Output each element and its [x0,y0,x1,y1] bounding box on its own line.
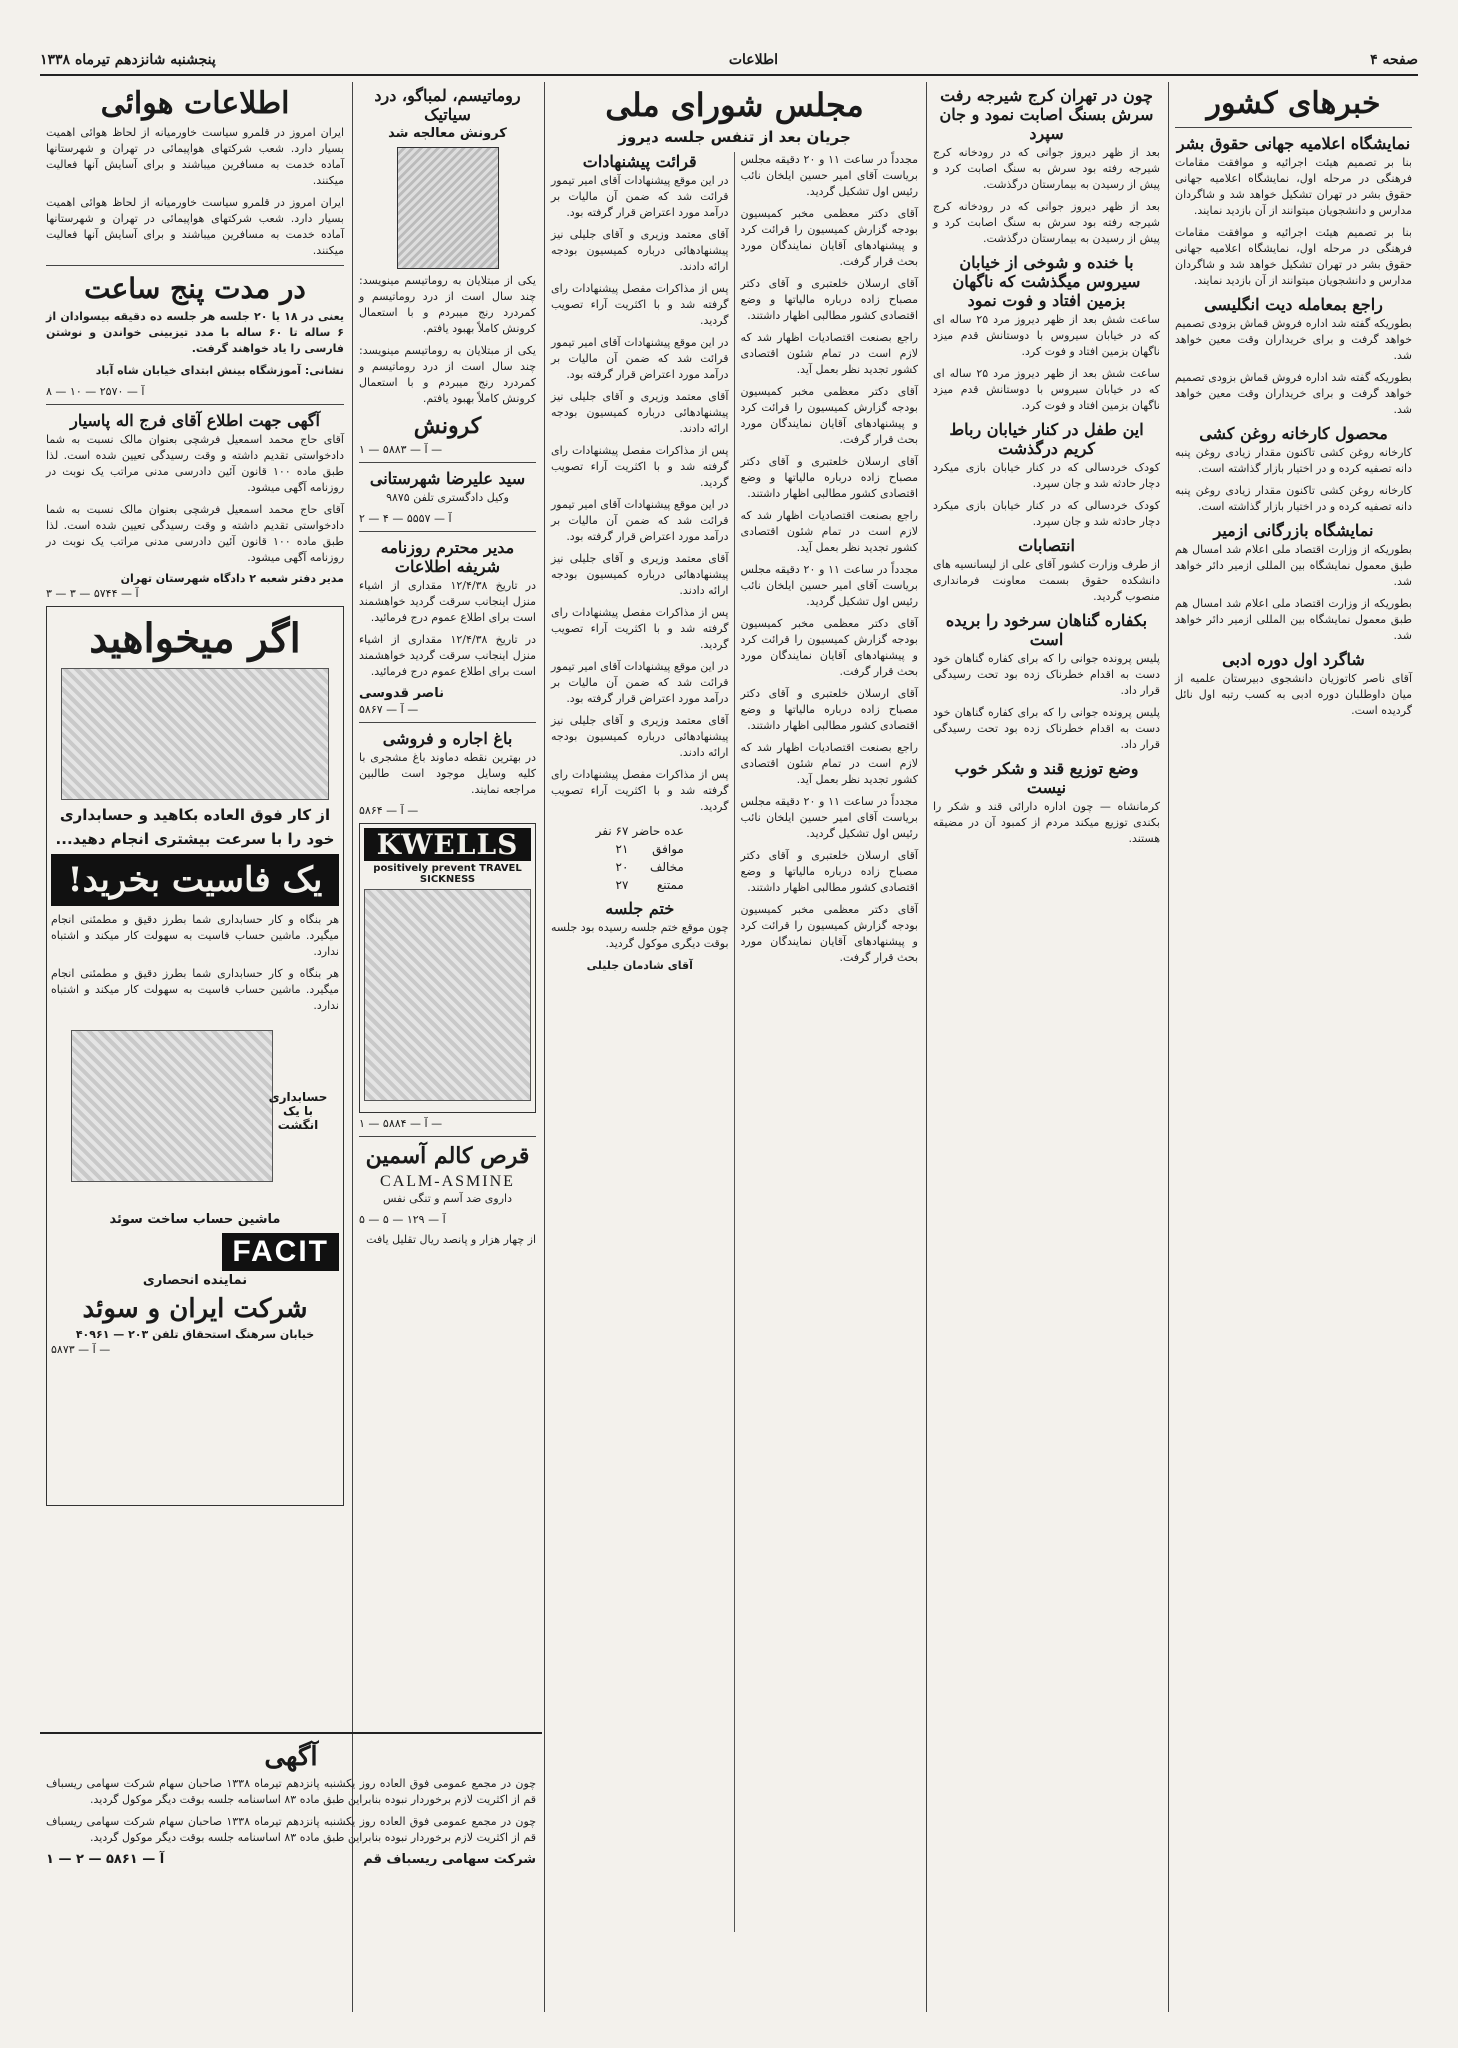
facit-company: شرکت ایران و سوئد [82,1294,308,1324]
five-hours-title: در مدت پنج ساعت [84,272,306,305]
majlis-paragraph: در این موقع پیشنهادات آقای امیر تیمور قرائت شد که ضمن آن مالیات بر درآمد مورد اعتراض قرار گرفته بود. [551,336,729,381]
vote-value: ۶۷ نفر [595,824,629,838]
vote-label: موافق [652,842,684,856]
ad-ref: آ — ۵۸۶۷ — [359,703,419,716]
news-body: بطوریکه از وزارت اقتصاد ملی اعلام شد امسال هم طبق معمول نمایشگاه بین المللی ازمیر دائر خواهد شد. [1175,597,1412,642]
news-heading: راجع بمعامله دیت انگلیسی [1204,295,1383,314]
majlis-paragraph: راجع بصنعت اقتصادیات اظهار شد که لازم است در تمام شئون اقتصادی کشور تجدید نظر بعمل آید. [740,741,918,786]
calm-asmine-title: قرص کالم آسمین [365,1143,530,1169]
city-heading: چون در تهران کرج شیرجه رفت سرش بسنگ اصابت نمود و جان سپرد [939,86,1154,143]
majlis-paragraph: مجدداً در ساعت ۱۱ و ۲۰ دقیقه مجلس بریاست آقای امیر حسین ایلخان نائب رئیس اول تشکیل گردید. [740,153,918,198]
ad-letter-title: مدیر محترم روزنامه شریفه اطلاعات [380,538,515,576]
news-heading: نمایشگاه بازرگانی ازمیر [1213,521,1374,540]
ad-ref: آ — ۵۸۶۱ — ۲ — ۱ [46,1852,165,1867]
facit-ad [46,606,344,1506]
ad-ref: آ — ۵۷۴۴ — ۳ — ۳ [46,587,139,600]
air-body: ایران امروز در قلمرو سیاست خاورمیانه از لحاظ هوائی اهمیت بسیار دارد. شعب شرکتهای هواپیمائی در تهران و شهرستانها آماده خدمت به مسافرین میباشند و برای آسایش آنها فعالیت میکنند. [46,196,344,257]
ad-letter-text: در تاریخ ۱۲/۴/۳۸ مقداری از اشیاء منزل اینجانب سرقت گردید خواهشمند است برای اطلاع عموم درج فرمائید. [359,579,537,624]
bottom-notice-body: چون در مجمع عمومی فوق العاده روز یکشنبه پانزدهم تیرماه ۱۳۳۸ صاحبان سهام شرکت سهامی ریسباف قم از اکثریت لازم برخوردار نبوده بنابراین طبق ماده ۸۳ اساسنامه جلسه بوقت دیگر موکول گردید. [46,1815,536,1844]
city-body: کودک خردسالی که در کنار خیابان بازی میکرد دچار حادثه شد و جان سپرد. [933,461,1160,490]
majlis-paragraph: پس از مذاکرات مفصل پیشنهادات رای گرفته شد و با اکثریت آراء تصویب گردید. [551,444,729,489]
facit-desk-illustration [61,668,329,800]
bottom-notice-sign: شرکت سهامی ریسباف قم [363,1852,536,1867]
news-body: کارخانه روغن کشی تاکنون مقدار زیادی روغن پنبه دانه تصفیه کرده و در اختیار بازار گذاشته است. [1175,446,1412,475]
majlis-paragraph: آقای دکتر معظمی مخبر کمیسیون بودجه گزارش کمیسیون را قرائت کرد و پیشنهادهای آقایان نمایندگان مورد بحث قرار گرفت. [740,903,918,964]
majlis-subtitle: جریان بعد از تنفس جلسه دیروز [618,128,851,146]
majlis-paragraph: راجع بصنعت اقتصادیات اظهار شد که لازم است در تمام شئون اقتصادی کشور تجدید نظر بعمل آید. [740,331,918,376]
column-majlis [544,82,924,2012]
majlis-paragraph: مجدداً در ساعت ۱۱ و ۲۰ دقیقه مجلس بریاست آقای امیر حسین ایلخان نائب رئیس اول تشکیل گردید. [740,795,918,840]
city-body: کودک خردسالی که در کنار خیابان بازی میکرد دچار حادثه شد و جان سپرد. [933,499,1160,528]
vote-label: ممتنع [656,878,684,892]
ad-garden-title: باغ اجاره و فروشی [382,729,513,748]
majlis-paragraph: پس از مذاکرات مفصل پیشنهادات رای گرفته شد و با اکثریت آراء تصویب گردید. [551,282,729,327]
facit-machine-label: ماشین حساب ساخت سوئد [109,1212,281,1227]
city-heading: وضع توزیع قند و شکر خوب نیست [954,759,1139,797]
city-heading: بکفاره گناهان سرخود را بریده است [945,611,1148,649]
facit-address: خیابان سرهنگ استحقاق تلفن ۲۰۳ — ۴۰۹۶۱ [75,1328,315,1341]
facit-tagline-1: از کار فوق العاده بکاهید و حسابداری [59,806,331,824]
city-body: بعد از ظهر دیروز جوانی که در رودخانه کرج شیرجه رفته بود سرش به سنگ اصابت کرد و پیش از رسیدن به بیمارستان درگذشت. [933,200,1160,245]
majlis-paragraph: پس از مذاکرات مفصل پیشنهادات رای گرفته شد و با اکثریت آراء تصویب گردید. [551,606,729,651]
column-city [926,82,1166,2012]
issue-date: پنجشنبه شانزدهم تیرماه ۱۳۳۸ [40,52,216,68]
notice-body: آقای حاج محمد اسمعیل فرشچی بعنوان مالک نسبت به شما دادخواستی تقدیم داشته و وقت رسیدگی تعیین شده است. لذا طبق ماده ۱۰۰ قانون آئین دادرسی مدنی مراتب یک نوبت در روزنامه آگهی میشود. [46,503,344,564]
vote-value: ۲۷ [615,878,629,892]
news-heading: شاگرد اول دوره ادبی [1222,650,1365,669]
paper-name: اطلاعات [728,52,778,68]
facit-agent: نماینده انحصاری [142,1273,248,1288]
majlis-paragraph: آقای ارسلان خلعتبری و آقای دکتر مصباح زاده درباره مالیاتها و وضع اقتصادی کشور مطالبی اظهار داشتند. [740,277,918,322]
five-hours-address: نشانی: آموزشگاه بینش ابتدای خیابان شاه آباد [95,364,344,377]
majlis-paragraph: راجع بصنعت اقتصادیات اظهار شد که لازم است در تمام شئون اقتصادی کشور تجدید نظر بعمل آید. [740,509,918,554]
news-heading: محصول کارخانه روغن کشی [1199,424,1388,443]
kwells-tagline: positively prevent TRAVEL SICKNESS [373,863,522,885]
kwells-illustration [364,889,531,1101]
ad-rheum-portrait [397,147,499,269]
city-body: ساعت شش بعد از ظهر دیروز مرد ۲۵ ساله ای که در خیابان سیروس با دوستانش قدم میزد ناگهان بزمین افتاد و فوت کرد. [933,367,1160,412]
city-heading: انتصابات [1018,536,1075,555]
majlis-paragraph: آقای معتمد وزیری و آقای جلیلی نیز پیشنهادهائی درباره کمیسیون بودجه ارائه دادند. [551,552,729,597]
facit-buy-title: یک فاسیت بخرید! [51,854,339,906]
notice-title: آگهی جهت اطلاع آقای فرج اله پاسیار [70,411,320,430]
city-body: پلیس پرونده جوانی را که برای کفاره گناهان خود دست به اقدام خطرناک زده بود تحت رسیدگی قرار داد. [933,706,1160,751]
news-title: خبرهای کشور [1206,86,1381,121]
ad-ref: آ — ۵۸۶۴ — [359,804,419,817]
closing-title: ختم جلسه [605,899,675,918]
news-body: بطوریکه از وزارت اقتصاد ملی اعلام شد امسال هم طبق معمول نمایشگاه بین المللی ازمیر دائر خواهد شد. [1175,543,1412,588]
ad-lawyer-text: وکیل دادگستری تلفن ۹۸۷۵ [386,491,509,504]
ad-ref: آ — ۱۲۹ — ۵ — ۵ [359,1213,446,1226]
ad-price-text: از چهار هزار و پانصد ریال تقلیل یافت [366,1233,536,1246]
majlis-paragraph: در این موقع پیشنهادات آقای امیر تیمور قرائت شد که ضمن آن مالیات بر درآمد مورد اعتراض قرار گرفته بود. [551,174,729,219]
city-heading: با خنده و شوخی از خیابان سیروس میگذشت که ناگهان بزمین افتاد و فوت نمود [952,253,1141,310]
five-hours-body: یعنی در ۱۸ یا ۲۰ جلسه هر جلسه ده دقیقه بیسوادان از ۶ ساله تا ۶۰ ساله با مدد تیزبینی خواندن و نوشتن فارسی را یاد خواهند گرفت. [46,310,345,355]
bottom-notice-body: چون در مجمع عمومی فوق العاده روز یکشنبه پانزدهم تیرماه ۱۳۳۸ صاحبان سهام شرکت سهامی ریسباف قم از اکثریت لازم برخوردار نبوده بنابراین طبق ماده ۸۳ اساسنامه جلسه بوقت دیگر موکول گردید. [46,1777,536,1806]
majlis-paragraph: آقای ارسلان خلعتبری و آقای دکتر مصباح زاده درباره مالیاتها و وضع اقتصادی کشور مطالبی اظهار داشتند. [740,849,918,894]
ad-garden-text: در بهترین نقطه دماوند باغ مشجری با کلیه وسایل موجود است طالبین مراجعه نمایند. [359,751,536,796]
page-number: صفحه ۴ [1370,52,1418,68]
calm-asmine-latin: CALM-ASMINE [380,1173,515,1190]
notice-sign: مدیر دفتر شعبه ۲ دادگاه شهرستان تهران [120,572,344,585]
facit-hand-caption: حسابداری با یک انگشت [268,1090,328,1132]
vote-table [593,821,687,895]
majlis-paragraph: آقای دکتر معظمی مخبر کمیسیون بودجه گزارش کمیسیون را قرائت کرد و پیشنهادهای آقایان نمایندگان مورد بحث قرار گرفت. [740,617,918,678]
city-body: پلیس پرونده جوانی را که برای کفاره گناهان خود دست به اقدام خطرناک زده بود تحت رسیدگی قرار داد. [933,652,1160,697]
ad-rheum-subtitle: کرونش معالجه شد [388,126,507,141]
majlis-paragraph: آقای معتمد وزیری و آقای جلیلی نیز پیشنهادهائی درباره کمیسیون بودجه ارائه دادند. [551,390,729,435]
facit-body: هر بنگاه و کار حسابداری شما بطرز دقیق و مطمئنی انجام میگیرد. ماشین حساب فاسیت به سهولت کار میکند و اشتباه ندارد. [51,967,339,1012]
news-body: کارخانه روغن کشی تاکنون مقدار زیادی روغن پنبه دانه تصفیه کرده و در اختیار بازار گذاشته است. [1175,484,1412,513]
ad-rheum-text: یکی از مبتلایان به روماتیسم مینویسد: چند سال است از درد روماتیسم و کمردرد رنج میبردم و با استعمال کرونش کاملاً بهبود یافتم. [359,274,536,335]
majlis-paragraph: آقای ارسلان خلعتبری و آقای دکتر مصباح زاده درباره مالیاتها و وضع اقتصادی کشور مطالبی اظهار داشتند. [740,687,918,732]
ad-lawyer-name: سید علیرضا شهرستانی [369,469,526,488]
bottom-notice-title: آگهی [264,1742,318,1772]
vote-value: ۲۰ [615,860,629,874]
majlis-subheading: قرائت پیشنهادات [582,152,697,171]
ad-rheum-text: یکی از مبتلایان به روماتیسم مینویسد: چند سال است از درد روماتیسم و کمردرد رنج میبردم و با استعمال کرونش کاملاً بهبود یافتم. [359,344,536,405]
calm-asmine-text: داروی ضد آسم و تنگی نفس [383,1192,512,1205]
majlis-paragraph: در این موقع پیشنهادات آقای امیر تیمور قرائت شد که ضمن آن مالیات بر درآمد مورد اعتراض قرار گرفته بود. [551,660,729,705]
majlis-paragraph: پس از مذاکرات مفصل پیشنهادات رای گرفته شد و با اکثریت آراء تصویب گردید. [551,768,729,813]
bottom-notice [40,1732,542,1982]
newspaper-page [40,52,1418,2012]
majlis-paragraph: مجدداً در ساعت ۱۱ و ۲۰ دقیقه مجلس بریاست آقای امیر حسین ایلخان نائب رئیس اول تشکیل گردید. [740,563,918,608]
ad-ref: آ — ۵۸۸۳ — ۱ — [359,443,443,456]
column-news [1168,82,1418,2012]
majlis-paragraph: آقای دکتر معظمی مخبر کمیسیون بودجه گزارش کمیسیون را قرائت کرد و پیشنهادهای آقایان نمایندگان مورد بحث قرار گرفت. [740,207,918,268]
city-body: از طرف وزارت کشور آقای علی از لیسانسیه های دانشکده حقوق بسمت معاونت فرمانداری منصوب گردید. [933,558,1160,603]
closing-text: چون موقع ختم جلسه رسیده بود جلسه بوقت دیگری موکول گردید. [551,921,729,950]
city-body: بعد از ظهر دیروز جوانی که در رودخانه کرج شیرجه رفته بود سرش به سنگ اصابت کرد و پیش از رسیدن به بیمارستان درگذشت. [933,146,1160,191]
ad-ref: آ — ۵۸۸۴ — ۱ — [359,1117,443,1130]
ad-rheum-brand: کرونش [413,413,482,439]
news-body: بطوریکه گفته شد اداره فروش قماش بزودی تصمیم خواهد گرفت و برای خریداران وقت معین خواهد شد. [1175,371,1412,416]
news-body: بنا بر تصمیم هیئت اجرائیه و موافقت مقامات فرهنگی در مرحله اول، نمایشگاه اعلامیه جهانی حقوق بشر در تهران تشکیل خواهد شد و شاگردان مدارس و دانشجویان میتوانند از آن بازدید نمایند. [1175,226,1412,287]
facit-tagline-2: خود را با سرعت بیشتری انجام دهید... [55,830,335,848]
news-body: بنا بر تصمیم هیئت اجرائیه و موافقت مقامات فرهنگی در مرحله اول، نمایشگاه اعلامیه جهانی حقوق بشر در تهران تشکیل خواهد شد و شاگردان مدارس و دانشجویان میتوانند از آن بازدید نمایند. [1175,156,1412,217]
ad-letter-text: در تاریخ ۱۲/۴/۳۸ مقداری از اشیاء منزل اینجانب سرقت گردید خواهشمند است برای اطلاع عموم درج فرمائید. [359,633,537,678]
majlis-title: مجلس شورای ملی [605,86,864,124]
majlis-paragraph: آقای ارسلان خلعتبری و آقای دکتر مصباح زاده درباره مالیاتها و وضع اقتصادی کشور مطالبی اظهار داشتند. [740,455,918,500]
column-left [40,82,350,1722]
news-heading: نمایشگاه اعلامیه جهانی حقوق بشر [1176,134,1411,153]
facit-want-title: اگر میخواهید [89,615,301,662]
ad-rheum-title: روماتیسم، لمباگو، درد سیاتیک [374,86,521,124]
ad-ref: آ — ۵۵۵۷ — ۴ — ۲ [359,512,452,525]
ad-ref: آ — ۵۸۷۳ — [51,1343,111,1356]
ad-kwells [359,823,536,1113]
notice-body: آقای حاج محمد اسمعیل فرشچی بعنوان مالک نسبت به شما دادخواستی تقدیم داشته و وقت رسیدگی تعیین شده است. لذا طبق ماده ۱۰۰ قانون آئین دادرسی مدنی مراتب یک نوبت در روزنامه آگهی میشود. [46,433,344,494]
air-title: اطلاعات هوائی [100,86,290,121]
news-body: بطوریکه گفته شد اداره فروش قماش بزودی تصمیم خواهد گرفت و برای خریداران وقت معین خواهد شد. [1175,317,1412,362]
news-body: آقای ناصر کاتوزیان دانشجوی دبیرستان علمیه از میان داوطلبان دوره ادبی به کسب رتبه اول نائل گردیده است. [1175,672,1412,717]
kwells-brand: KWELLS [364,828,531,861]
column-ads [352,82,542,2012]
vote-value: ۲۱ [615,842,629,856]
facit-body: هر بنگاه و کار حسابداری شما بطرز دقیق و مطمئنی انجام میگیرد. ماشین حساب فاسیت به سهولت کار میکند و اشتباه ندارد. [51,913,339,958]
air-body: ایران امروز در قلمرو سیاست خاورمیانه از لحاظ هوائی اهمیت بسیار دارد. شعب شرکتهای هواپیمائی در تهران و شهرستانها آماده خدمت به مسافرین میباشند و برای آسایش آنها فعالیت میکنند. [46,126,344,187]
ad-letter-sign: ناصر قدوسی [359,686,444,701]
ad-ref: آ — ۲۵۷۰ — ۱۰ — ۸ [46,385,145,398]
city-heading: این طفل در کنار خیابان رباط کریم درگذشت [949,420,1144,458]
vote-label: مخالف [649,860,684,874]
vote-label: عده حاضر [632,824,684,838]
majlis-paragraph: آقای معتمد وزیری و آقای جلیلی نیز پیشنهادهائی درباره کمیسیون بودجه ارائه دادند. [551,228,729,273]
facit-machine-illustration [71,1030,273,1182]
majlis-paragraph: آقای دکتر معظمی مخبر کمیسیون بودجه گزارش کمیسیون را قرائت کرد و پیشنهادهای آقایان نمایندگان مورد بحث قرار گرفت. [740,385,918,446]
majlis-paragraph: در این موقع پیشنهادات آقای امیر تیمور قرائت شد که ضمن آن مالیات بر درآمد مورد اعتراض قرار گرفته بود. [551,498,729,543]
city-body: ساعت شش بعد از ظهر دیروز مرد ۲۵ ساله ای که در خیابان سیروس با دوستانش قدم میزد ناگهان بزمین افتاد و فوت کرد. [933,313,1160,358]
facit-logo: FACIT [222,1233,339,1271]
majlis-paragraph: آقای معتمد وزیری و آقای جلیلی نیز پیشنهادهائی درباره کمیسیون بودجه ارائه دادند. [551,714,729,759]
city-body: کرمانشاه — چون اداره دارائی قند و شکر را بکندی توزیع میکند مردم از کمبود آن در مضیقه هستند. [933,800,1160,845]
majlis-footer: آقای شادمان جلیلی [586,959,693,972]
